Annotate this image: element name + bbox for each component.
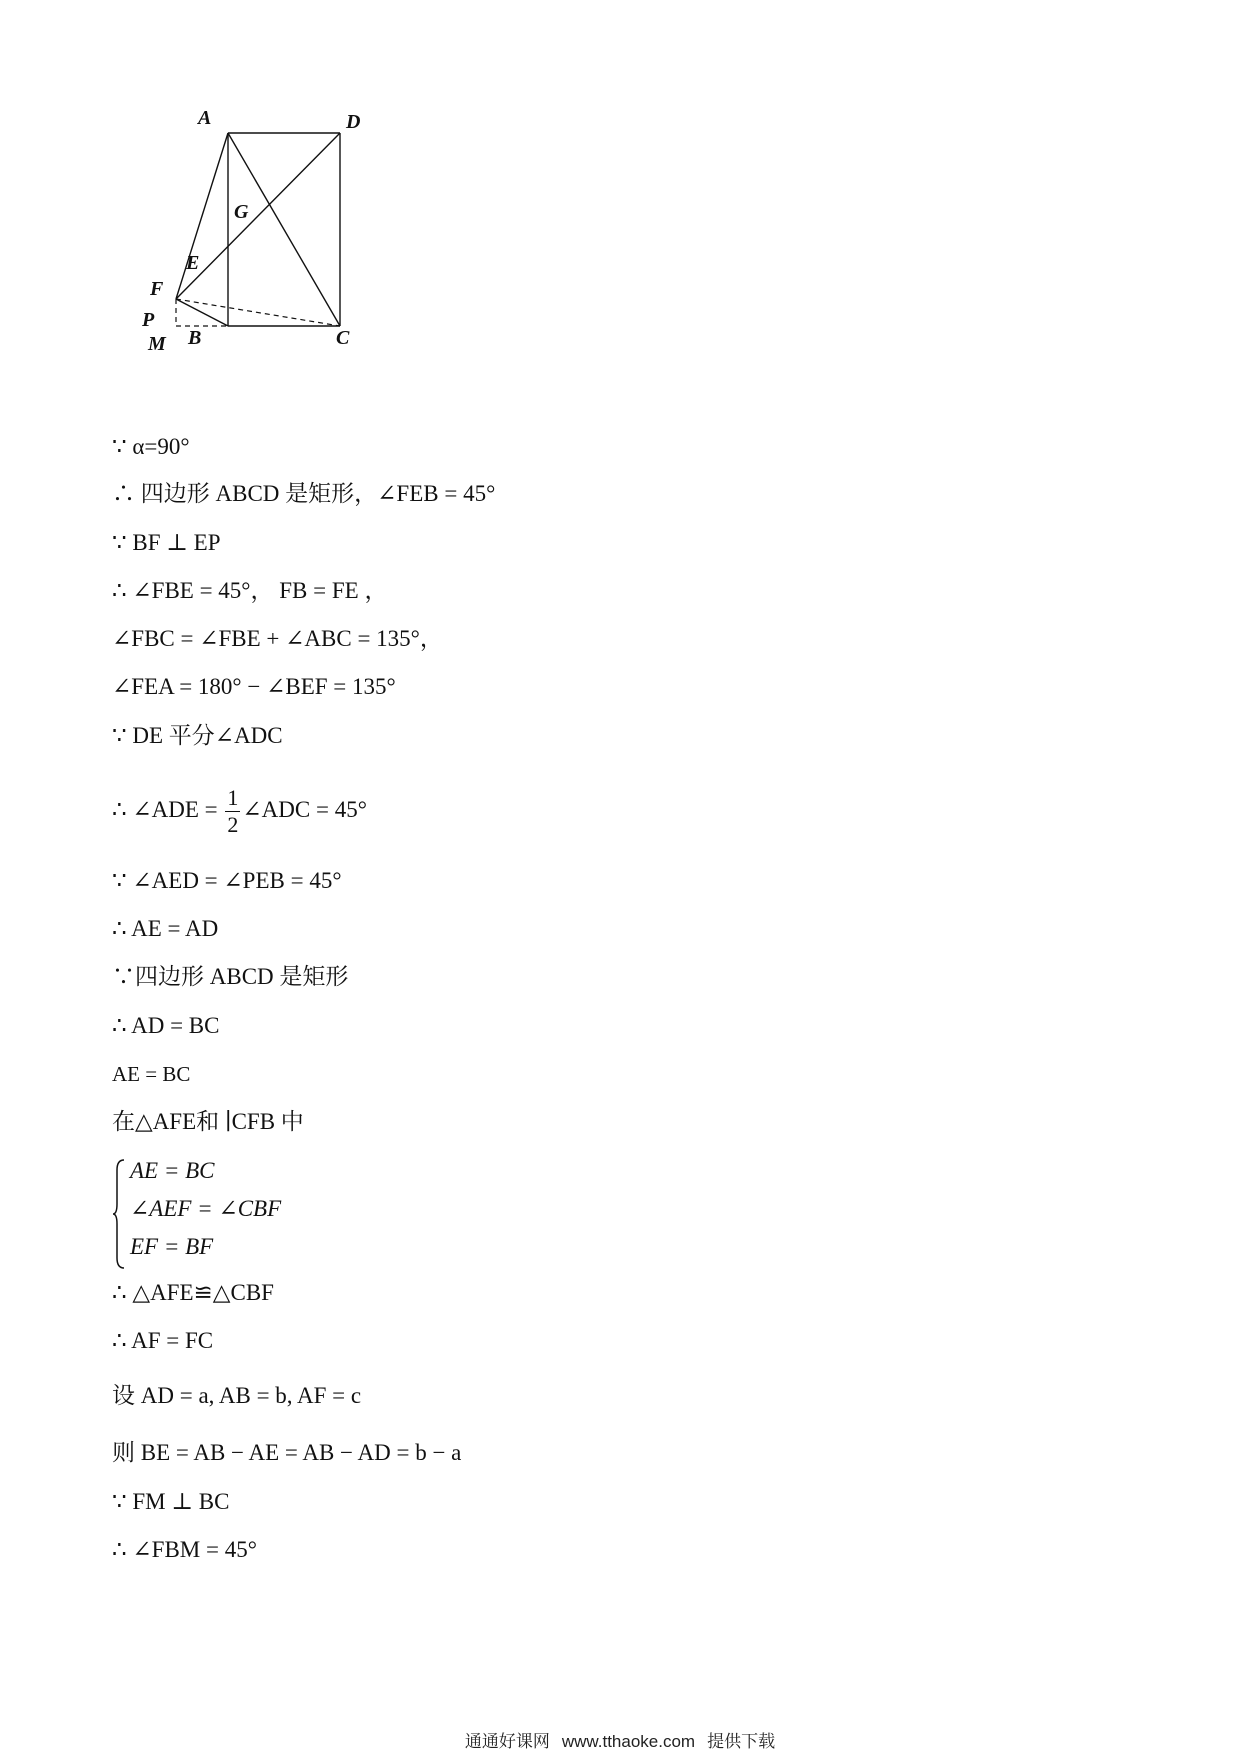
proof-line: 则 BE = AB − AE = AB − AD = b − a [112,1440,462,1465]
rectangle-diagram [142,107,410,400]
left-brace [112,1158,126,1270]
proof-line: 在△AFE和 ∣CFB 中 [112,1109,304,1134]
proof-line: ∴ △AFE≌△CBF [112,1280,274,1305]
fraction-numerator: 1 [227,785,239,811]
proof-line: ∵ α=90° [112,434,190,459]
proof-line: ∴ AE = AD [112,916,219,941]
proof-line-fraction [112,780,367,840]
proof-line: ∵ DE 平分∠ADC [112,723,283,748]
footer-url[interactable]: www.tthaoke.com [561,1732,696,1751]
fraction-suffix: ∠ADC = 45° [242,797,367,822]
proof-line: ∴ ∠FBM = 45° [112,1537,257,1562]
label-g: G [234,201,249,223]
fraction-denominator: 2 [227,812,239,838]
equation-system [112,1158,432,1270]
proof-line: ∵四边形 ABCD 是矩形 [112,964,349,989]
proof-line: 设 AD = a, AB = b, AF = c [112,1383,362,1408]
label-c: C [336,327,350,349]
proof-line: ∴ ∠FBE = 45°， FB = FE ， [112,578,388,603]
segment-df [176,133,340,299]
proof-line: ∴ AD = BC [112,1013,220,1038]
system-row: ∠AEF = ∠CBF [130,1196,282,1221]
segment-af [176,133,228,299]
label-e: E [186,252,200,274]
label-b: B [188,327,202,349]
label-d: D [346,111,361,133]
footer-site: 通通好课网 [464,1732,550,1752]
label-f: F [150,278,164,300]
label-a: A [198,107,212,129]
proof-line: ∠FEA = 180° − ∠BEF = 135° [112,674,396,699]
geometry-figure [142,107,410,400]
proof-line: ∴ AF = FC [112,1328,214,1353]
page-footer [0,1727,1240,1752]
proof-line: ∵ ∠AED = ∠PEB = 45° [112,868,342,893]
proof-line: ∴ 四边形 ABCD 是矩形，∠FEB = 45° [112,481,496,506]
proof-line: ∵ BF ⊥ EP [112,530,221,555]
proof-line: AE = BC [112,1062,191,1086]
label-m: M [148,333,166,355]
system-row: AE = BC [130,1158,215,1183]
fraction-prefix: ∴ ∠ADE = [112,797,224,822]
label-p: P [142,309,155,331]
proof-line: ∵ FM ⊥ BC [112,1489,230,1514]
fraction [225,785,240,838]
proof-line: ∠FBC = ∠FBE + ∠ABC = 135°， [112,626,443,651]
segment-fb [176,299,228,326]
footer-tail: 提供下载 [707,1732,776,1752]
system-row: EF = BF [130,1234,214,1259]
